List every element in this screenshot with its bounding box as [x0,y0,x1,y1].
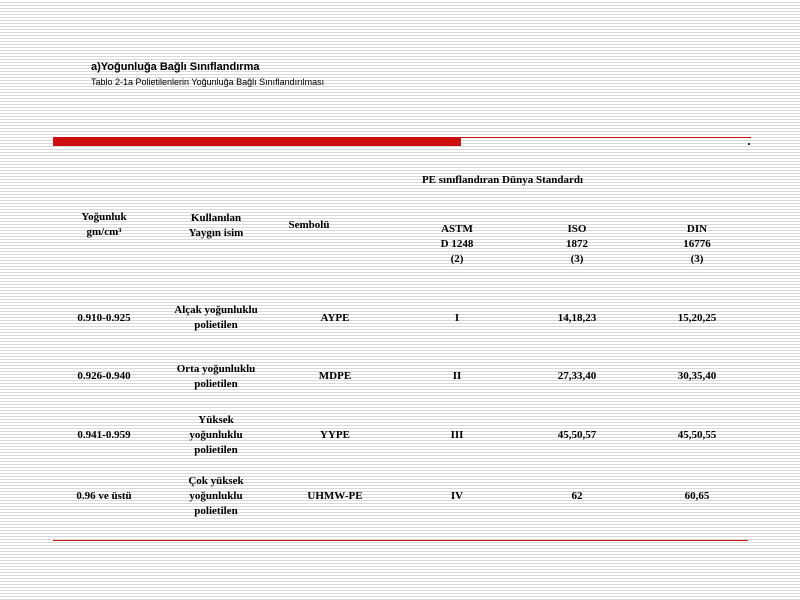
header-symbol-line: Sembolü [288,219,330,231]
cell-symbol: YYPE [320,429,350,441]
cell-din: 30,35,40 [677,370,717,382]
header-common-name-line: Kullanılan [190,212,242,224]
cell-density: 0.941-0.959 [77,429,131,441]
cell-common-name-line: Orta yoğunluklu [176,363,256,375]
cell-common-name [155,413,277,458]
cell-common-name [155,362,277,392]
cell-iso: 14,18,23 [557,312,597,324]
cell-astm: II [452,370,462,382]
cell-common-name [155,474,277,519]
cell-common-name-line: Çok yüksek [188,475,244,487]
header-astm-line: ASTM [441,223,473,235]
cell-common-name-line: polietilen [194,444,238,456]
cell-symbol: UHMW-PE [307,490,363,502]
header-din [645,222,749,267]
decorative-dot [748,143,750,145]
red-accent-bar [53,137,461,146]
header-iso-line: ISO [567,223,587,235]
cell-density: 0.926-0.940 [77,370,131,382]
standard-group-title: PE sınıflandıran Dünya Standardı [421,174,584,186]
header-astm-line: (2) [450,253,464,265]
cell-astm: III [450,429,464,441]
cell-density: 0.910-0.925 [77,312,131,324]
cell-din: 60,65 [684,490,710,502]
header-density-line: Yoğunluk [81,211,127,223]
cell-common-name-line: yoğunluklu [189,490,243,502]
cell-common-name-line: polietilen [194,319,238,331]
header-din-line: DIN [686,223,708,235]
cell-iso: 62 [571,490,583,502]
header-iso-line: (3) [570,253,584,265]
top-divider-line [461,137,751,138]
header-density [54,210,154,240]
cell-din: 45,50,55 [677,429,717,441]
header-common-name-line: Yaygın isim [188,227,244,239]
cell-iso: 45,50,57 [557,429,597,441]
cell-symbol: MDPE [318,370,352,382]
cell-common-name-line: Yüksek [198,414,234,426]
cell-density: 0.96 ve üstü [76,490,132,502]
header-astm [405,222,509,267]
header-iso [525,222,629,267]
cell-astm: I [454,312,460,324]
header-common-name [155,211,277,241]
header-din-line: 16776 [683,238,711,250]
cell-common-name [155,303,277,333]
bottom-divider-line [53,540,748,541]
cell-common-name-line: yoğunluklu [189,429,243,441]
header-din-line: (3) [690,253,704,265]
header-symbol [279,218,339,233]
table-caption: Tablo 2-1a Polietilenlerin Yoğunluğa Bağlı Sınıflandırılması [91,77,325,87]
cell-common-name-line: polietilen [194,505,238,517]
header-iso-line: 1872 [566,238,588,250]
cell-din: 15,20,25 [677,312,717,324]
cell-astm: IV [450,490,464,502]
cell-common-name-line: Alçak yoğunluklu [174,304,258,316]
header-density-unit: gm/cm³ [86,226,122,238]
cell-iso: 27,33,40 [557,370,597,382]
header-astm-line: D 1248 [440,238,474,250]
section-heading: a)Yoğunluğa Bağlı Sınıflandırma [91,61,260,73]
cell-symbol: AYPE [320,312,350,324]
cell-common-name-line: polietilen [194,378,238,390]
